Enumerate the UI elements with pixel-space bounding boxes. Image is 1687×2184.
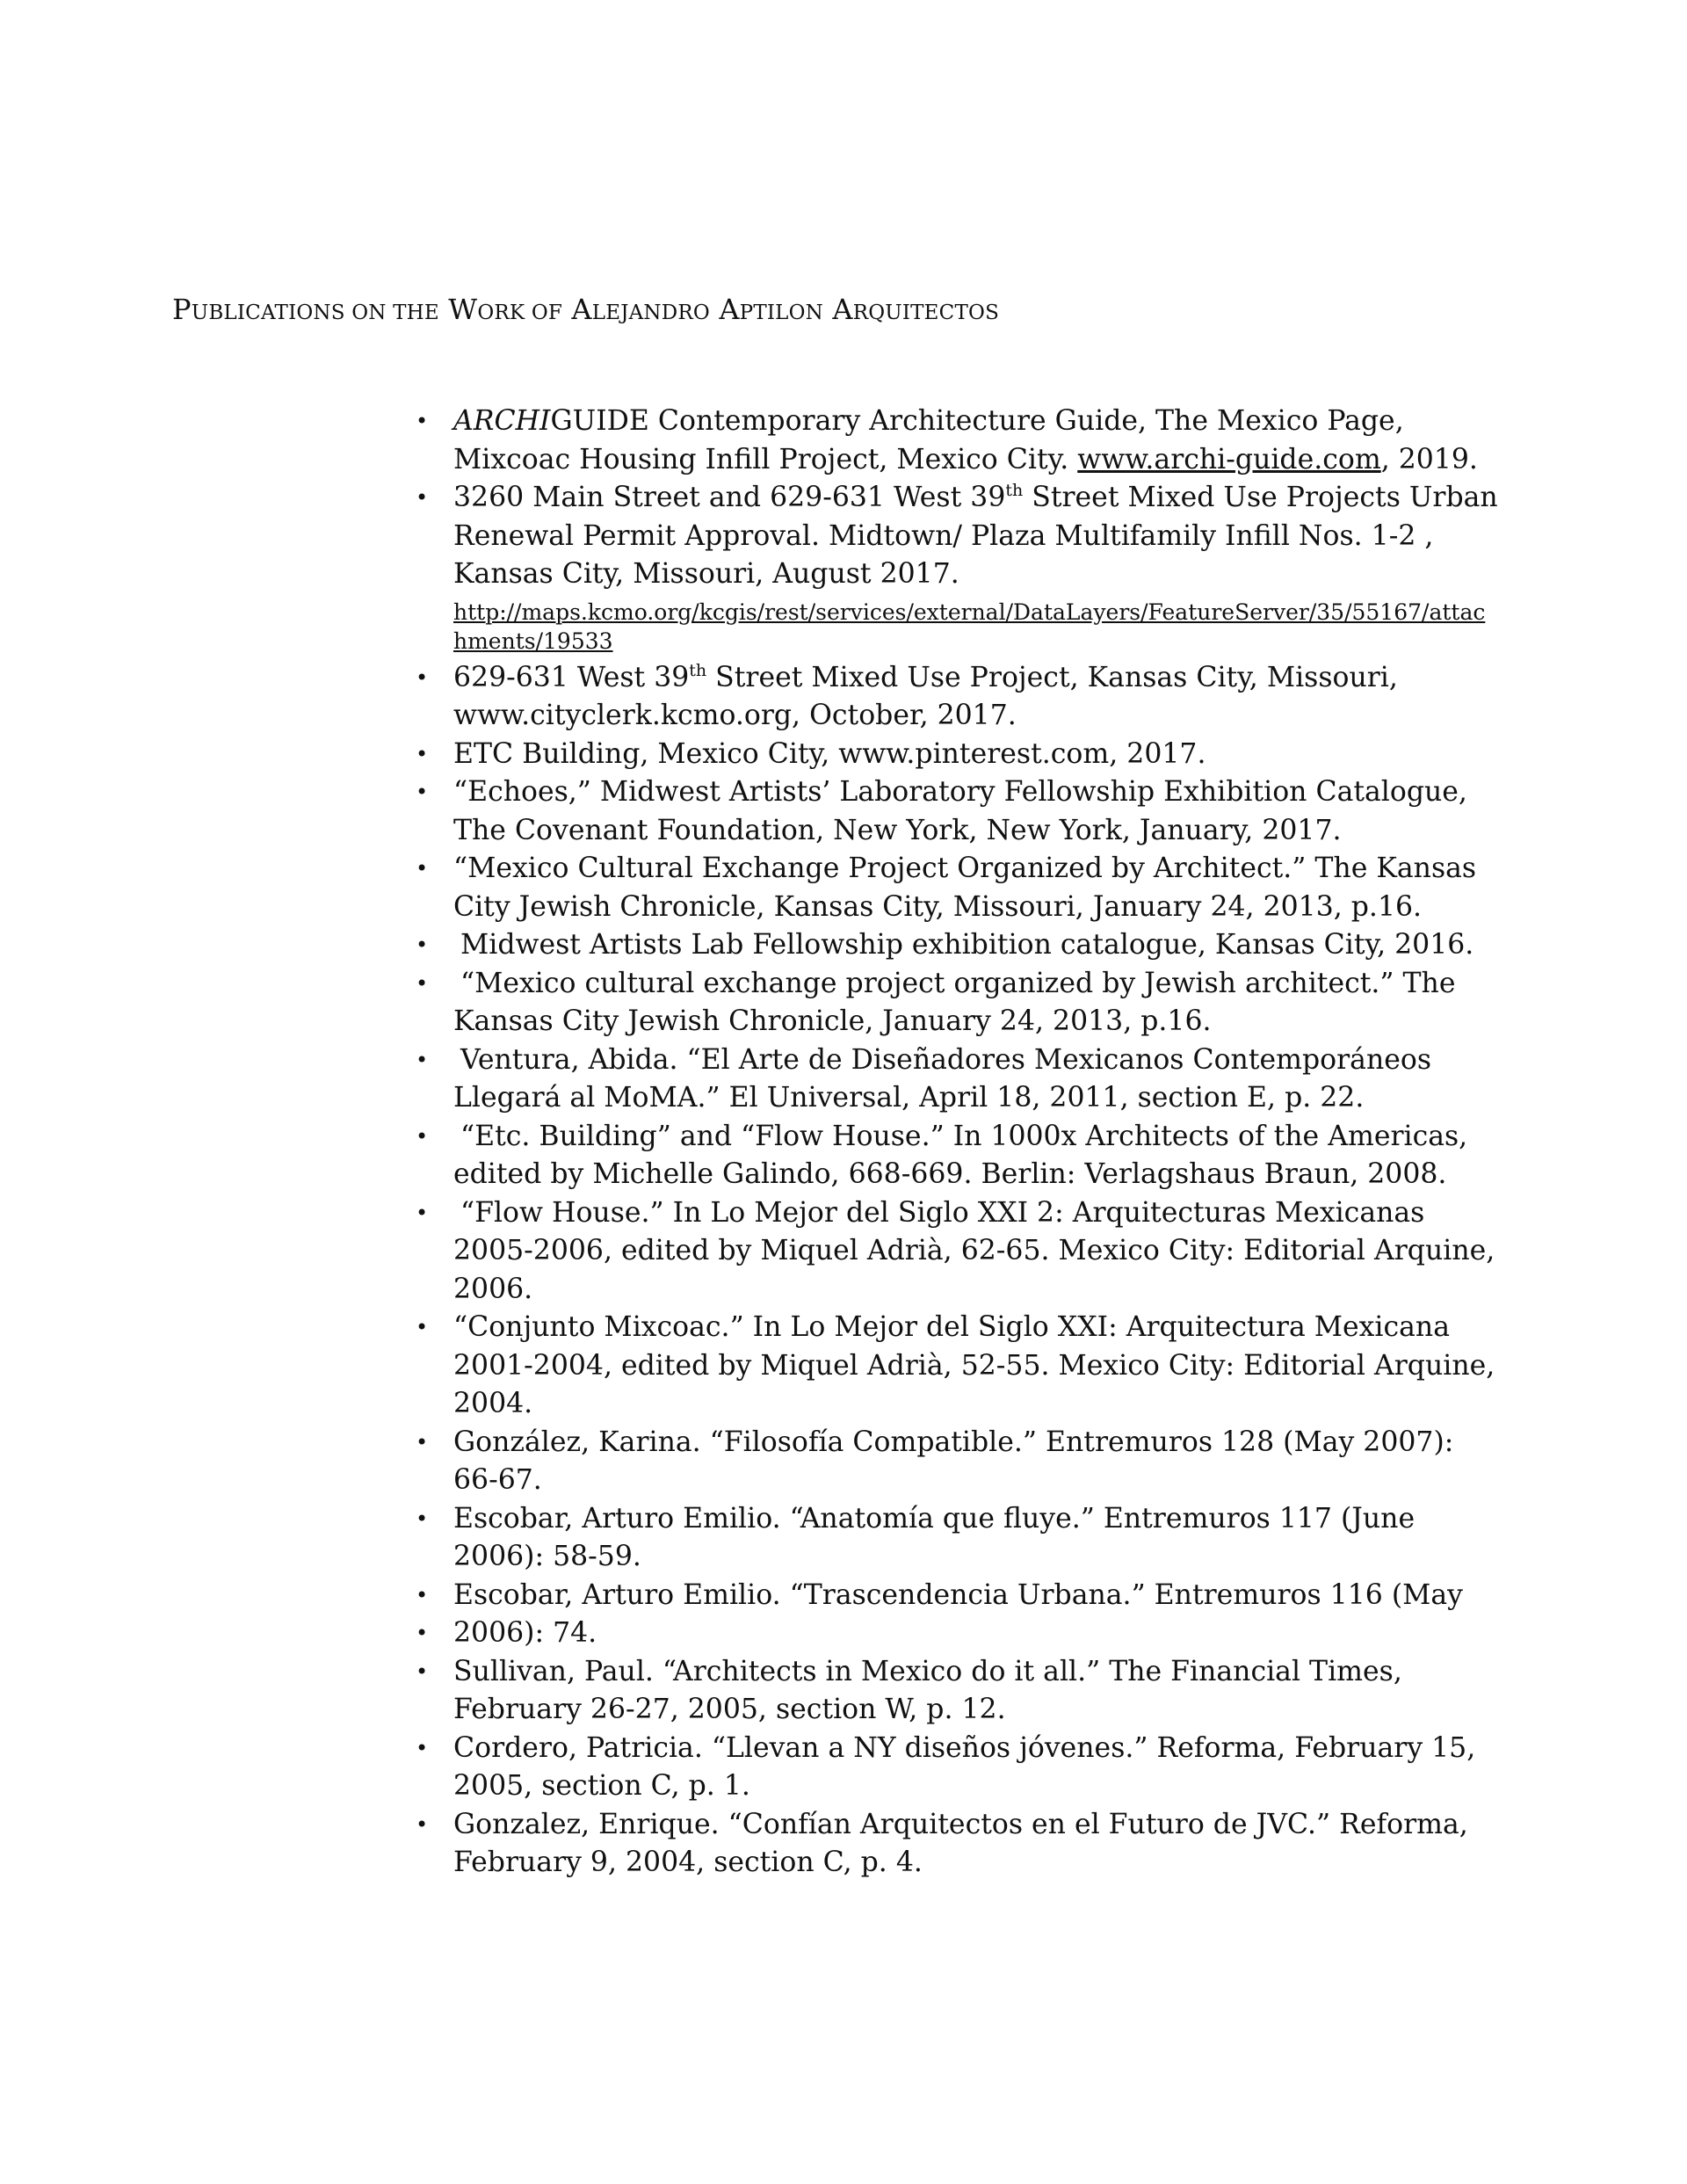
title-word: LEJANDRO (591, 301, 710, 324)
publication-item (416, 965, 1499, 1041)
publication-text: “Flow House.” In Lo Mejor del Siglo XXI 2: Arquitecturas Mexicanas 2005-2006, edited by Miquel Adrià, 62-65. Mexico City: Editorial Arquine, 2006. (453, 1196, 1495, 1305)
superscript: th (689, 660, 707, 680)
publication-item (416, 1500, 1499, 1577)
publication-text: 2006): 74. (453, 1617, 597, 1649)
title-word: PTILON (739, 301, 824, 324)
publication-item (416, 1653, 1499, 1730)
kcmo-maps-link[interactable]: http://maps.kcmo.org/kcgis/rest/services/external/DataLayers/FeatureServer/35/55167/attachments/19533 (453, 599, 1486, 654)
bullet-icon: • (416, 780, 429, 804)
publication-text: Ventura, Abida. “El Arte de Diseñadores Mexicanos Contemporáneos Llegará al MoMA.” El Universal, April 18, 2011, section E, p. 22. (453, 1043, 1432, 1114)
bullet-icon: • (416, 1123, 429, 1149)
publication-item (416, 773, 1499, 850)
title-initial: A (719, 293, 740, 326)
bullet-icon: • (416, 664, 429, 690)
publication-text: Escobar, Arturo Emilio. “Anatomía que fluye.” Entremuros 117 (June 2006): 58-59. (453, 1502, 1415, 1572)
archi-guide-link[interactable]: www.archi-guide.com (1077, 443, 1381, 475)
publication-text: “Etc. Building” and “Flow House.” In 1000x Architects of the Americas, edited by Michelle Galindo, 668-669. Berlin: Verlagshaus Braun, 2008. (453, 1120, 1468, 1190)
publication-title-italic: ARCHI (453, 405, 551, 437)
bullet-icon: • (416, 1811, 429, 1837)
publication-list (416, 403, 1499, 1883)
title-initial: P (172, 293, 192, 326)
publication-text: 629-631 West 39 (453, 661, 690, 693)
bullet-icon: • (416, 970, 429, 996)
publication-item (416, 403, 1499, 479)
publication-text: Sullivan, Paul. “Architects in Mexico do it all.” The Financial Times, February 26-27, 2005, section W, p. 12. (453, 1655, 1402, 1725)
publication-text: ETC Building, Mexico City, www.pinterest.com, 2017. (453, 737, 1206, 770)
bullet-icon: • (416, 856, 429, 881)
publication-text: Cordero, Patricia. “Llevan a NY diseños jóvenes.” Reforma, February 15, 2005, section C, p. 1. (453, 1731, 1476, 1802)
publication-text: , 2019. (1380, 443, 1478, 475)
title-initial: A (571, 293, 592, 326)
publication-item (416, 736, 1499, 774)
publication-text: González, Karina. “Filosofía Compatible.” Entremuros 128 (May 2007): 66-67. (453, 1426, 1454, 1496)
publication-text: Midwest Artists Lab Fellowship exhibition catalogue, Kansas City, 2016. (460, 929, 1474, 961)
bullet-icon: • (416, 1621, 429, 1645)
bullet-icon: • (416, 741, 429, 766)
publication-item (416, 1730, 1499, 1806)
bullet-icon: • (416, 1582, 429, 1607)
publication-item (416, 1806, 1499, 1883)
publication-item (416, 1041, 1499, 1118)
bullet-icon: • (416, 485, 429, 510)
publication-item (416, 1309, 1499, 1424)
publication-text: Street Mixed Use Projects Urban Renewal Permit Approval. Midtown/ Plaza Multifamily Infill Nos. 1-2 , Kansas City, Missouri, August 2017. (453, 482, 1498, 590)
bullet-icon: • (416, 1658, 429, 1684)
publication-text: Gonzalez, Enrique. “Confían Arquitectos en el Futuro de JVC.” Reforma, February 9, 2004, section C, p. 4. (453, 1808, 1468, 1878)
publication-item (416, 850, 1499, 926)
bullet-icon: • (416, 409, 429, 433)
publication-text: “Conjunto Mixcoac.” In Lo Mejor del Siglo XXI: Arquitectura Mexicana 2001-2004, edited by Miquel Adrià, 52-55. Mexico City: Editorial Arquine, 2004. (453, 1311, 1495, 1419)
publication-item (416, 1118, 1499, 1194)
bullet-icon: • (416, 1506, 429, 1531)
publication-item (416, 1424, 1499, 1500)
publication-text: 3260 Main Street and 629-631 West 39 (453, 482, 1006, 513)
title-initial: A (832, 293, 853, 326)
bullet-icon: • (416, 1429, 429, 1455)
bullet-icon: • (416, 932, 429, 957)
title-word: UBLICATIONS ON THE (191, 301, 439, 324)
bullet-icon: • (416, 1735, 429, 1760)
title-word: ORK OF (477, 301, 563, 324)
title-initial: W (448, 293, 478, 326)
publication-text: “Mexico Cultural Exchange Project Organized by Architect.” The Kansas City Jewish Chronicle, Kansas City, Missouri, January 24, 2013, p.16. (453, 853, 1477, 923)
publication-item (416, 659, 1499, 736)
publication-item (416, 1614, 1499, 1653)
publication-text: GUIDE Contemporary Architecture Guide, The Mexico Page, Mixcoac Housing Infill Project, Mexico City. (453, 405, 1404, 475)
publication-item (416, 1194, 1499, 1310)
bullet-icon: • (416, 1047, 429, 1072)
title-word: RQUITECTOS (852, 301, 1000, 324)
publication-text: “Mexico cultural exchange project organized by Jewish architect.” The Kansas City Jewish Chronicle, January 24, 2013, p.16. (453, 967, 1456, 1037)
publication-text: Escobar, Arturo Emilio. “Trascendencia Urbana.” Entremuros 116 (May (453, 1578, 1463, 1611)
publication-item (416, 926, 1499, 965)
publication-item (416, 479, 1499, 656)
superscript: th (1005, 481, 1024, 500)
publication-item (416, 1577, 1499, 1615)
bullet-icon: • (416, 1200, 429, 1225)
publication-text: Street Mixed Use Project, Kansas City, Missouri, www.cityclerk.kcmo.org, October, 2017. (453, 661, 1398, 731)
page-title (172, 293, 999, 326)
publication-text: “Echoes,” Midwest Artists’ Laboratory Fellowship Exhibition Catalogue, The Covenant Foundation, New York, New York, January, 2017. (453, 776, 1467, 846)
bullet-icon: • (416, 1315, 429, 1339)
